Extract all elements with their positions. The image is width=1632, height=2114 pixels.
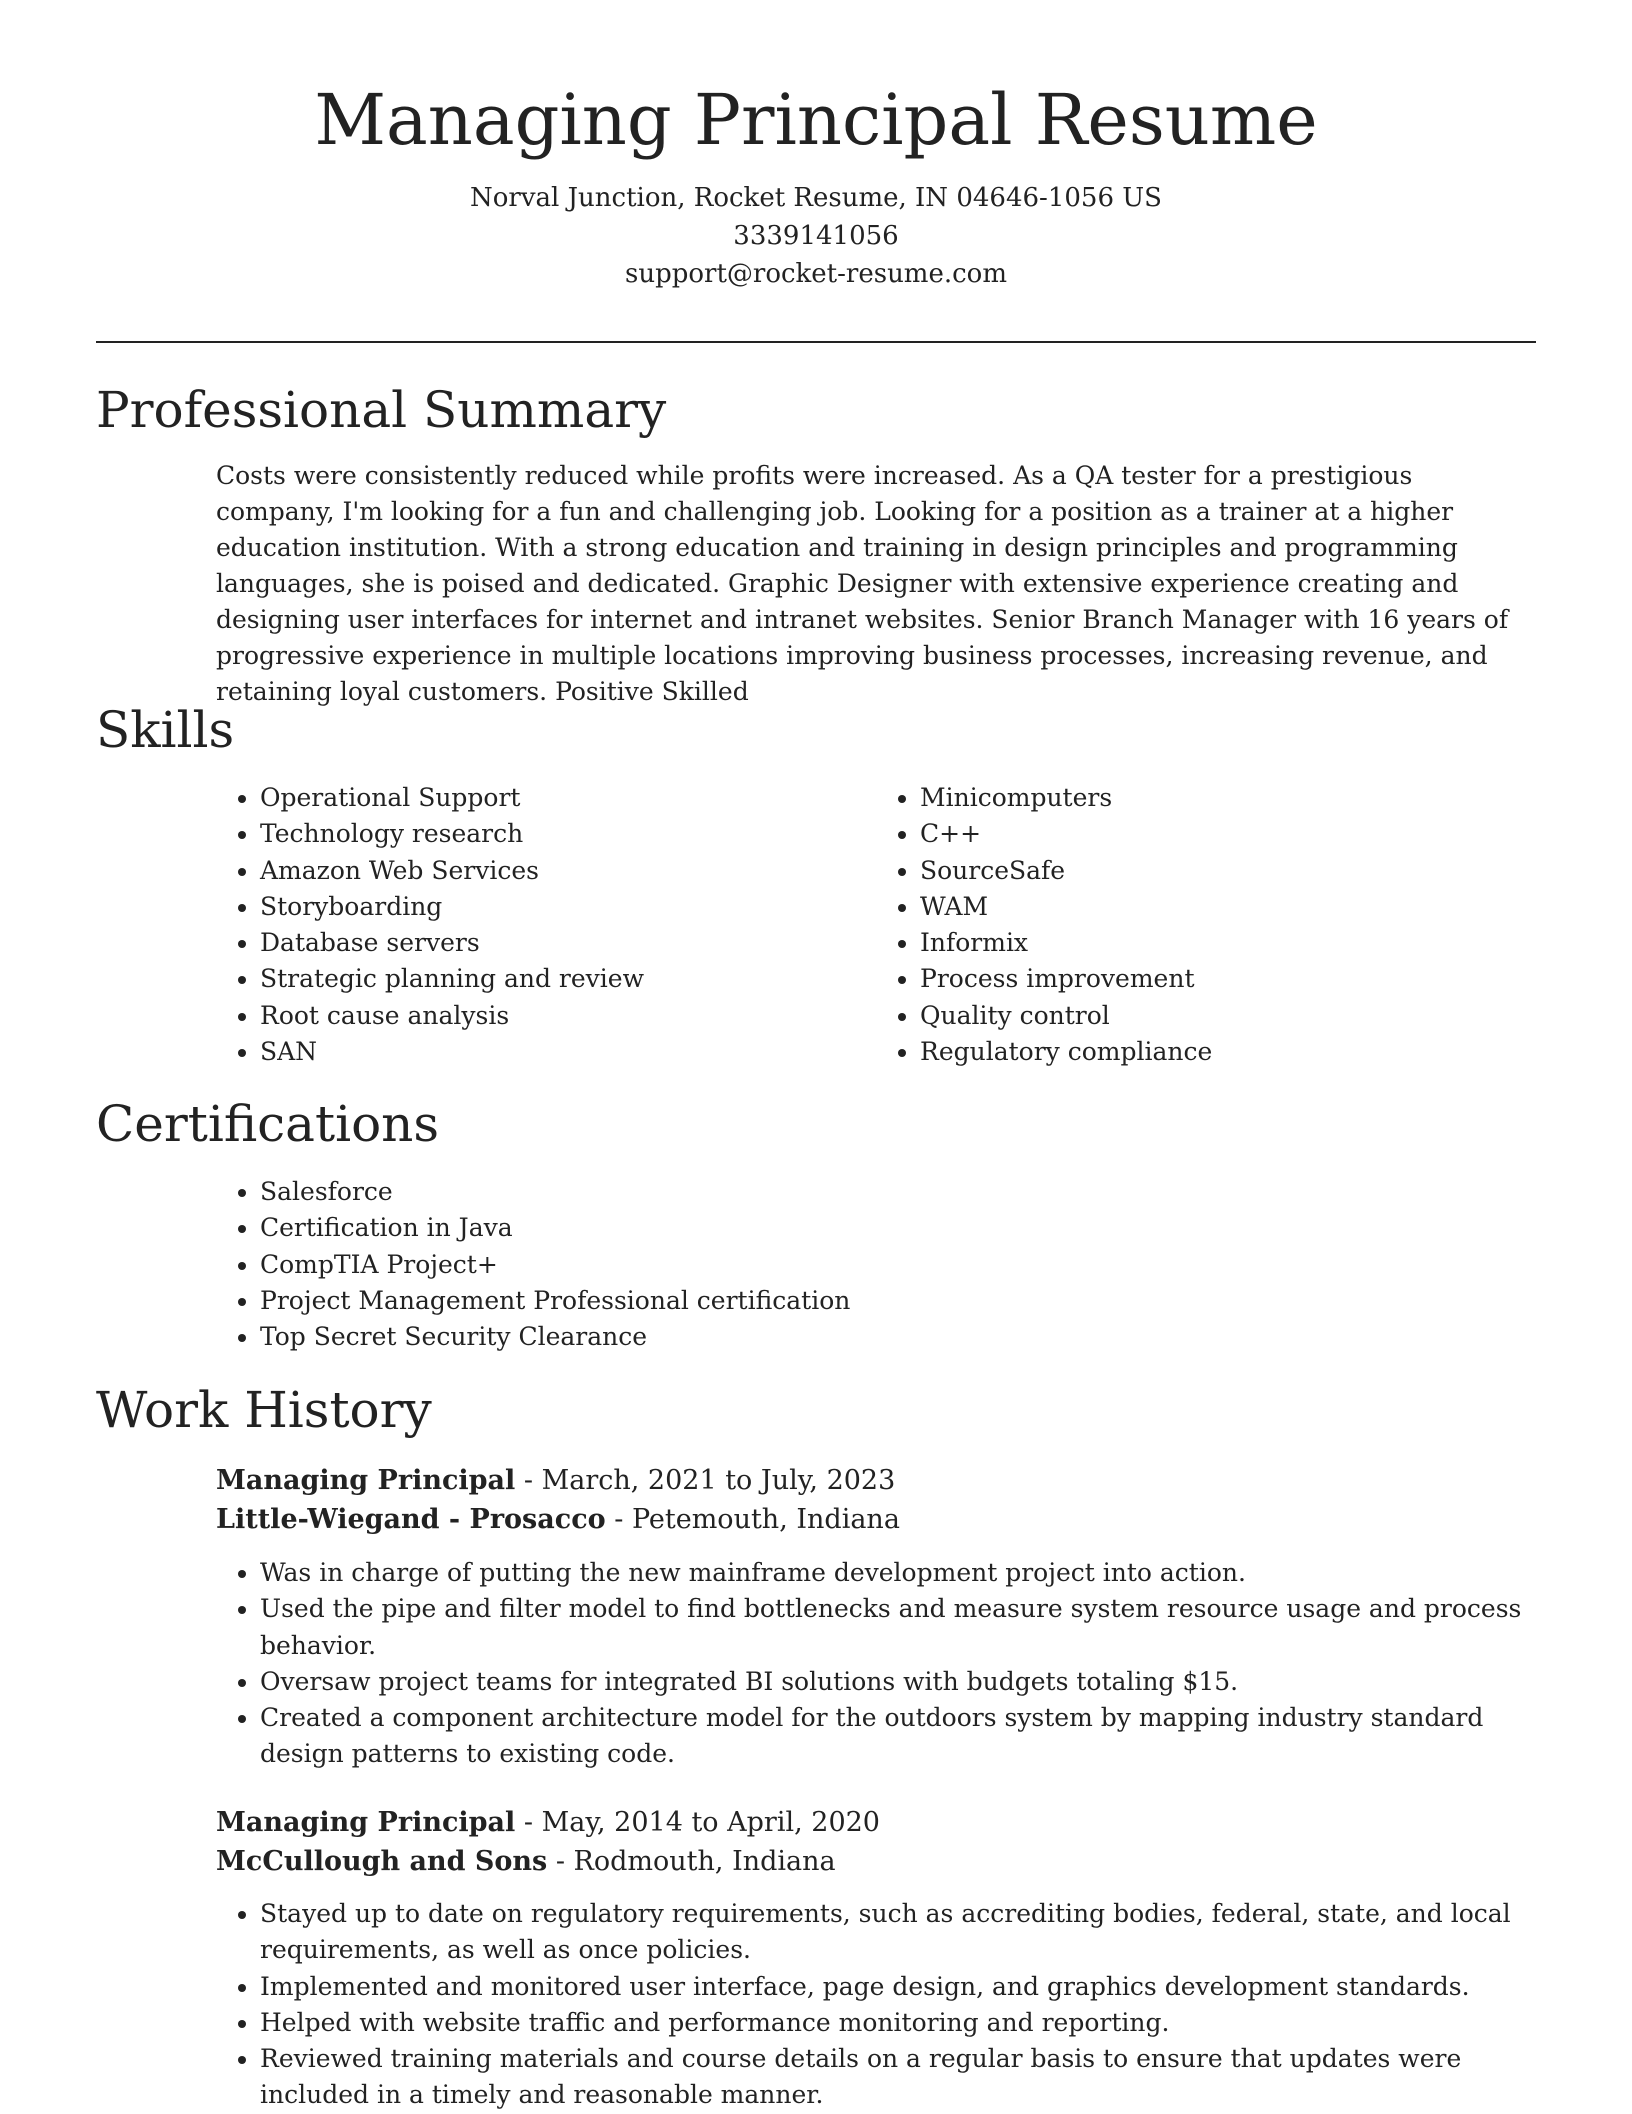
job-company: McCullough and Sons (216, 1846, 548, 1877)
skill-item: • Root cause analysis (260, 998, 876, 1034)
job-heading (216, 1803, 880, 1881)
skill-item: • SourceSafe (920, 853, 1536, 889)
skill-item: • Informix (920, 925, 1536, 961)
skills-column-right (876, 780, 1536, 1070)
section-title-certifications: Certifications (96, 1095, 440, 1153)
job-location: - Petemouth, Indiana (605, 1504, 900, 1535)
skills-column-left (216, 780, 876, 1070)
certification-item: • Salesforce (260, 1174, 1536, 1210)
job-dates: - May, 2014 to April, 2020 (515, 1807, 880, 1838)
resume-title: Managing Principal Resume (314, 79, 1318, 161)
contact-phone: 3339141056 (733, 221, 899, 251)
job-bullets (216, 1555, 1536, 1773)
skill-item: • Process improvement (920, 961, 1536, 997)
job-title-line (216, 1803, 880, 1842)
resume-header (0, 0, 1632, 293)
certification-item: • Project Management Professional certification (260, 1283, 1536, 1319)
job-bullet: • Used the pipe and filter model to find bottlenecks and measure system resource usage and process behavior. (260, 1591, 1536, 1664)
certification-item: • Certification in Java (260, 1210, 1536, 1246)
job-heading (216, 1461, 900, 1539)
contact-block (0, 179, 1632, 293)
skill-item: • Strategic planning and review (260, 961, 876, 997)
job-bullet: • Helped with website traffic and performance monitoring and reporting. (260, 2005, 1536, 2041)
contact-address: Norval Junction, Rocket Resume, IN 04646-1056 US (470, 183, 1162, 213)
job-location: - Rodmouth, Indiana (547, 1846, 836, 1877)
job-bullet: • Created a component architecture model for the outdoors system by mapping industry standard design patterns to existing code. (260, 1700, 1536, 1773)
skill-item: • Minicomputers (920, 780, 1536, 816)
certification-item: • Top Secret Security Clearance (260, 1319, 1536, 1355)
skill-item: • Regulatory compliance (920, 1034, 1536, 1070)
certifications-list (216, 1174, 1536, 1355)
contact-email: support@rocket-resume.com (624, 259, 1007, 289)
job-company-line (216, 1842, 880, 1881)
skill-item: • Operational Support (260, 780, 876, 816)
skill-item: • C++ (920, 816, 1536, 852)
job-bullet: • Implemented and monitored user interface, page design, and graphics development standards. (260, 1969, 1536, 2005)
job-title: Managing Principal (216, 1807, 516, 1838)
skill-item: • Amazon Web Services (260, 853, 876, 889)
job-bullet: • Oversaw project teams for integrated BI solutions with budgets totaling $15. (260, 1664, 1536, 1700)
skill-item: • WAM (920, 889, 1536, 925)
skill-item: • Quality control (920, 998, 1536, 1034)
summary-text: Costs were consistently reduced while profits were increased. As a QA tester for a prestigious company, I'm looking for a fun and challenging job. Looking for a position as a trainer at a higher education institution. With a strong education and training in design principles and programming languages, she is poised and dedicated. Graphic Designer with extensive experience creating and designing user interfaces for internet and intranet websites. Senior Branch Manager with 16 years of progressive experience in multiple locations improving business processes, increasing revenue, and retaining loyal customers. Positive Skilled (216, 461, 1509, 706)
skill-item: • Database servers (260, 925, 876, 961)
skill-item: • Storyboarding (260, 889, 876, 925)
job-title: Managing Principal (216, 1465, 516, 1496)
skill-item: • SAN (260, 1034, 876, 1070)
section-title-summary: Professional Summary (96, 381, 667, 439)
job-bullets (216, 1896, 1536, 2114)
job-bullet: • Was in charge of putting the new mainframe development project into action. (260, 1555, 1536, 1591)
job-dates: - March, 2021 to July, 2023 (515, 1465, 896, 1496)
skills-list (216, 780, 1536, 1070)
section-title-skills: Skills (96, 701, 235, 759)
section-title-work-history: Work History (96, 1381, 432, 1439)
job-company: Little-Wiegand - Prosacco (216, 1504, 606, 1535)
certification-item: • CompTIA Project+ (260, 1247, 1536, 1283)
job-company-line (216, 1500, 900, 1539)
job-bullet: • Stayed up to date on regulatory requirements, such as accrediting bodies, federal, state, and local requirements, as well as once policies. (260, 1896, 1536, 1969)
header-divider (96, 341, 1536, 343)
job-bullet: • Reviewed training materials and course details on a regular basis to ensure that updates were included in a timely and reasonable manner. (260, 2041, 1536, 2114)
skill-item: • Technology research (260, 816, 876, 852)
job-title-line (216, 1461, 900, 1500)
